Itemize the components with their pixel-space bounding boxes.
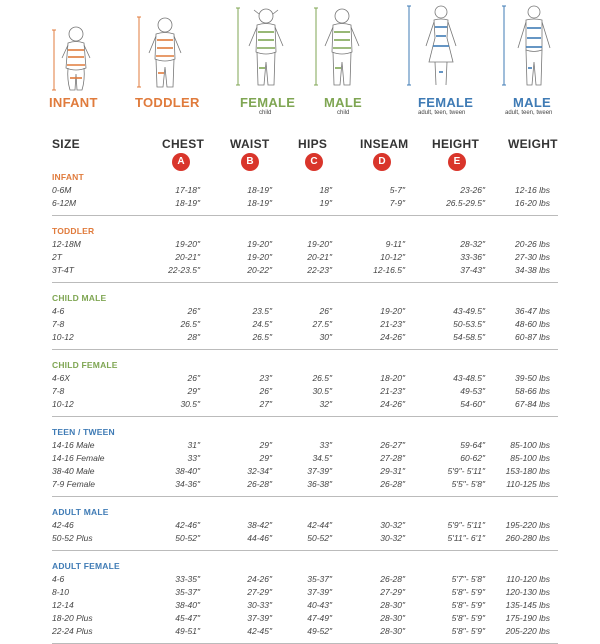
- cell-waist: 18-19": [247, 185, 272, 195]
- cell-chest: 50-52": [175, 533, 200, 543]
- cell-inseam: 28-30": [380, 626, 405, 636]
- section-divider: [52, 550, 558, 551]
- figure-label-female-child: FEMALE: [240, 95, 296, 110]
- cell-waist: 26": [259, 386, 272, 396]
- cell-inseam: 27-28": [380, 453, 405, 463]
- cell-size: 22-24 Plus: [52, 626, 93, 636]
- cell-inseam: 18-20": [380, 373, 405, 383]
- cell-height: 26.5-29.5": [446, 198, 485, 208]
- cell-waist: 19-20": [247, 252, 272, 262]
- section-title: CHILD MALE: [52, 293, 107, 303]
- cell-height: 43-48.5": [453, 373, 485, 383]
- cell-waist: 24-26": [247, 574, 272, 584]
- cell-size: 4-6X: [52, 373, 70, 383]
- cell-inseam: 21-23": [380, 386, 405, 396]
- cell-size: 4-6: [52, 574, 65, 584]
- cell-inseam: 12-16.5": [373, 265, 405, 275]
- cell-waist: 29": [259, 453, 272, 463]
- cell-weight: 110-125 lbs: [506, 479, 550, 489]
- cell-inseam: 5-7": [389, 185, 405, 195]
- cell-height: 5'9"- 5'11": [447, 520, 485, 530]
- cell-height: 37-43": [460, 265, 485, 275]
- cell-hips: 37-39": [307, 587, 332, 597]
- cell-chest: 38-40": [175, 466, 200, 476]
- cell-waist: 26-28": [247, 479, 272, 489]
- cell-size: 7-9 Female: [52, 479, 95, 489]
- table-row: [0, 319, 600, 332]
- table-row: [0, 466, 600, 479]
- cell-height: 54-58.5": [453, 332, 485, 342]
- cell-waist: 32-34": [247, 466, 272, 476]
- cell-weight: 135-145 lbs: [505, 600, 550, 610]
- section-divider: [52, 215, 558, 216]
- cell-chest: 49-51": [175, 626, 200, 636]
- cell-chest: 42-46": [175, 520, 200, 530]
- cell-height: 5'8"- 5'9": [451, 613, 485, 623]
- cell-chest: 29": [187, 386, 200, 396]
- cell-inseam: 28-30": [380, 600, 405, 610]
- cell-hips: 27.5": [312, 319, 332, 329]
- badge-e: E: [448, 153, 466, 171]
- figure-label-infant: INFANT: [49, 95, 98, 110]
- cell-chest: 45-47": [175, 613, 200, 623]
- cell-weight: 205-220 lbs: [505, 626, 550, 636]
- table-row: [0, 574, 600, 587]
- cell-size: 38-40 Male: [52, 466, 95, 476]
- cell-hips: 42-44": [307, 520, 332, 530]
- badge-a: A: [172, 153, 190, 171]
- cell-chest: 22-23.5": [168, 265, 200, 275]
- cell-inseam: 26-28": [380, 479, 405, 489]
- cell-size: 10-12: [52, 399, 74, 409]
- table-row: [0, 265, 600, 278]
- figure-sub-female-adult: adult, teen, tween: [418, 110, 466, 116]
- cell-inseam: 28-30": [380, 613, 405, 623]
- cell-weight: 34-38 lbs: [515, 265, 550, 275]
- cell-waist: 42-45": [247, 626, 272, 636]
- section-divider: [52, 349, 558, 350]
- table-row: [0, 306, 600, 319]
- table-row: [0, 373, 600, 386]
- section-title: TEEN / TWEEN: [52, 427, 115, 437]
- table-row: [0, 479, 600, 492]
- cell-height: 50-53.5": [453, 319, 485, 329]
- cell-waist: 18-19": [247, 198, 272, 208]
- cell-weight: 27-30 lbs: [515, 252, 550, 262]
- cell-hips: 30.5": [312, 386, 332, 396]
- column-header-hips: HIPS: [298, 137, 328, 151]
- cell-hips: 22-23": [307, 265, 332, 275]
- cell-inseam: 24-26": [380, 332, 405, 342]
- cell-chest: 19-20": [175, 239, 200, 249]
- section-divider: [52, 496, 558, 497]
- cell-hips: 19-20": [307, 239, 332, 249]
- cell-size: 7-8: [52, 386, 65, 396]
- cell-chest: 34-36": [175, 479, 200, 489]
- cell-height: 5'8"- 5'9": [451, 626, 485, 636]
- figure-sub-male-adult: adult, teen, tween: [505, 110, 553, 116]
- cell-height: 49-53": [460, 386, 485, 396]
- cell-size: 6-12M: [52, 198, 77, 208]
- male-adult-figure-icon: [490, 0, 590, 100]
- cell-inseam: 7-9": [389, 198, 405, 208]
- table-row: [0, 332, 600, 345]
- cell-waist: 19-20": [247, 239, 272, 249]
- cell-waist: 20-22": [247, 265, 272, 275]
- cell-weight: 67-84 lbs: [515, 399, 550, 409]
- cell-height: 5'9"- 5'11": [447, 466, 485, 476]
- cell-hips: 26.5": [312, 373, 332, 383]
- cell-chest: 26": [187, 306, 200, 316]
- cell-hips: 18": [319, 185, 332, 195]
- cell-height: 33-36": [460, 252, 485, 262]
- column-header-weight: WEIGHT: [508, 137, 558, 151]
- cell-hips: 34.5": [312, 453, 332, 463]
- cell-weight: 36-47 lbs: [515, 306, 550, 316]
- cell-weight: 110-120 lbs: [506, 574, 550, 584]
- cell-weight: 153-180 lbs: [505, 466, 550, 476]
- cell-inseam: 24-26": [380, 399, 405, 409]
- cell-size: 3T-4T: [52, 265, 74, 275]
- cell-inseam: 30-32": [380, 520, 405, 530]
- cell-waist: 44-46": [247, 533, 272, 543]
- cell-inseam: 21-23": [380, 319, 405, 329]
- cell-chest: 20-21": [175, 252, 200, 262]
- cell-chest: 33-35": [175, 574, 200, 584]
- column-header-inseam: INSEAM: [360, 137, 409, 151]
- cell-size: 8-10: [52, 587, 70, 597]
- figure-label-toddler: TODDLER: [135, 95, 200, 110]
- cell-waist: 37-39": [247, 613, 272, 623]
- cell-height: 28-32": [460, 239, 485, 249]
- table-row: [0, 440, 600, 453]
- cell-weight: 175-190 lbs: [505, 613, 550, 623]
- table-row: [0, 533, 600, 546]
- section-title: ADULT FEMALE: [52, 561, 120, 571]
- cell-waist: 23": [259, 373, 272, 383]
- cell-waist: 29": [259, 440, 272, 450]
- cell-weight: 16-20 lbs: [515, 198, 550, 208]
- cell-height: 5'11"- 6'1": [447, 533, 485, 543]
- cell-size: 42-46: [52, 520, 74, 530]
- table-row: [0, 399, 600, 412]
- cell-height: 23-26": [460, 185, 485, 195]
- cell-chest: 18-19": [175, 198, 200, 208]
- cell-hips: 50-52": [307, 533, 332, 543]
- cell-waist: 30-33": [247, 600, 272, 610]
- cell-hips: 37-39": [307, 466, 332, 476]
- table-row: [0, 198, 600, 211]
- cell-chest: 35-37": [175, 587, 200, 597]
- cell-inseam: 26-28": [380, 574, 405, 584]
- table-row: [0, 185, 600, 198]
- cell-height: 5'5"- 5'8": [451, 479, 485, 489]
- table-row: [0, 587, 600, 600]
- cell-hips: 36-38": [307, 479, 332, 489]
- section-title: TODDLER: [52, 226, 95, 236]
- table-row: [0, 626, 600, 639]
- badge-d: D: [373, 153, 391, 171]
- column-header-height: HEIGHT: [432, 137, 480, 151]
- cell-waist: 27": [259, 399, 272, 409]
- cell-hips: 35-37": [307, 574, 332, 584]
- column-header-chest: CHEST: [162, 137, 205, 151]
- female-adult-figure-icon: [395, 0, 495, 100]
- cell-chest: 28": [187, 332, 200, 342]
- cell-weight: 120-130 lbs: [505, 587, 550, 597]
- cell-hips: 32": [319, 399, 332, 409]
- cell-waist: 27-29": [247, 587, 272, 597]
- cell-weight: 20-26 lbs: [515, 239, 550, 249]
- cell-height: 59-64": [460, 440, 485, 450]
- cell-weight: 260-280 lbs: [505, 533, 550, 543]
- table-row: [0, 520, 600, 533]
- cell-inseam: 26-27": [380, 440, 405, 450]
- cell-size: 10-12: [52, 332, 74, 342]
- figure-sub-female-child: child: [259, 110, 272, 116]
- cell-inseam: 30-32": [380, 533, 405, 543]
- cell-chest: 31": [187, 440, 200, 450]
- cell-size: 12-14: [52, 600, 74, 610]
- section-divider: [52, 282, 558, 283]
- section-divider: [52, 416, 558, 417]
- section-title: ADULT MALE: [52, 507, 109, 517]
- cell-weight: 85-100 lbs: [510, 440, 550, 450]
- cell-inseam: 29-31": [380, 466, 405, 476]
- cell-inseam: 10-12": [380, 252, 405, 262]
- table-row: [0, 386, 600, 399]
- cell-weight: 48-60 lbs: [515, 319, 550, 329]
- cell-weight: 39-50 lbs: [515, 373, 550, 383]
- cell-size: 12-18M: [52, 239, 81, 249]
- table-row: [0, 453, 600, 466]
- cell-size: 14-16 Female: [52, 453, 105, 463]
- section-title: CHILD FEMALE: [52, 360, 118, 370]
- cell-hips: 40-43": [307, 600, 332, 610]
- cell-size: 4-6: [52, 306, 65, 316]
- cell-chest: 38-40": [175, 600, 200, 610]
- cell-hips: 47-49": [307, 613, 332, 623]
- cell-hips: 20-21": [307, 252, 332, 262]
- male-child-figure-icon: [300, 0, 400, 100]
- cell-weight: 85-100 lbs: [510, 453, 550, 463]
- cell-hips: 30": [319, 332, 332, 342]
- table-row: [0, 600, 600, 613]
- table-row: [0, 252, 600, 265]
- toddler-figure-icon: [125, 5, 225, 105]
- cell-weight: 60-87 lbs: [515, 332, 550, 342]
- cell-hips: 19": [319, 198, 332, 208]
- badge-b: B: [241, 153, 259, 171]
- figure-label-female-adult: FEMALE: [418, 95, 474, 110]
- cell-hips: 26": [319, 306, 332, 316]
- cell-chest: 26": [187, 373, 200, 383]
- cell-height: 60-62": [460, 453, 485, 463]
- cell-height: 43-49.5": [453, 306, 485, 316]
- cell-waist: 38-42": [247, 520, 272, 530]
- cell-chest: 33": [187, 453, 200, 463]
- cell-height: 5'8"- 5'9": [451, 587, 485, 597]
- cell-inseam: 9-11": [385, 239, 405, 249]
- figure-label-male-adult: MALE: [513, 95, 552, 110]
- cell-hips: 33": [319, 440, 332, 450]
- cell-waist: 26.5": [252, 332, 272, 342]
- cell-height: 5'8"- 5'9": [451, 600, 485, 610]
- figure-strip: [0, 0, 600, 125]
- cell-height: 54-60": [460, 399, 485, 409]
- figure-label-male-child: MALE: [324, 95, 363, 110]
- cell-size: 0-6M: [52, 185, 72, 195]
- cell-size: 18-20 Plus: [52, 613, 93, 623]
- cell-size: 2T: [52, 252, 62, 262]
- column-header-size: SIZE: [52, 137, 80, 151]
- table-row: [0, 239, 600, 252]
- table-row: [0, 613, 600, 626]
- cell-chest: 26.5": [180, 319, 200, 329]
- cell-inseam: 19-20": [380, 306, 405, 316]
- cell-weight: 12-16 lbs: [515, 185, 550, 195]
- column-header-waist: WAIST: [230, 137, 270, 151]
- cell-inseam: 27-29": [380, 587, 405, 597]
- cell-height: 5'7"- 5'8": [451, 574, 485, 584]
- cell-size: 50-52 Plus: [52, 533, 93, 543]
- cell-waist: 23.5": [252, 306, 272, 316]
- cell-chest: 30.5": [180, 399, 200, 409]
- cell-waist: 24.5": [252, 319, 272, 329]
- section-title: INFANT: [52, 172, 84, 182]
- cell-weight: 195-220 lbs: [505, 520, 550, 530]
- cell-hips: 49-52": [307, 626, 332, 636]
- cell-weight: 58-66 lbs: [515, 386, 550, 396]
- figure-sub-male-child: child: [337, 110, 350, 116]
- cell-size: 7-8: [52, 319, 65, 329]
- cell-size: 14-16 Male: [52, 440, 95, 450]
- badge-c: C: [305, 153, 323, 171]
- cell-chest: 17-18": [175, 185, 200, 195]
